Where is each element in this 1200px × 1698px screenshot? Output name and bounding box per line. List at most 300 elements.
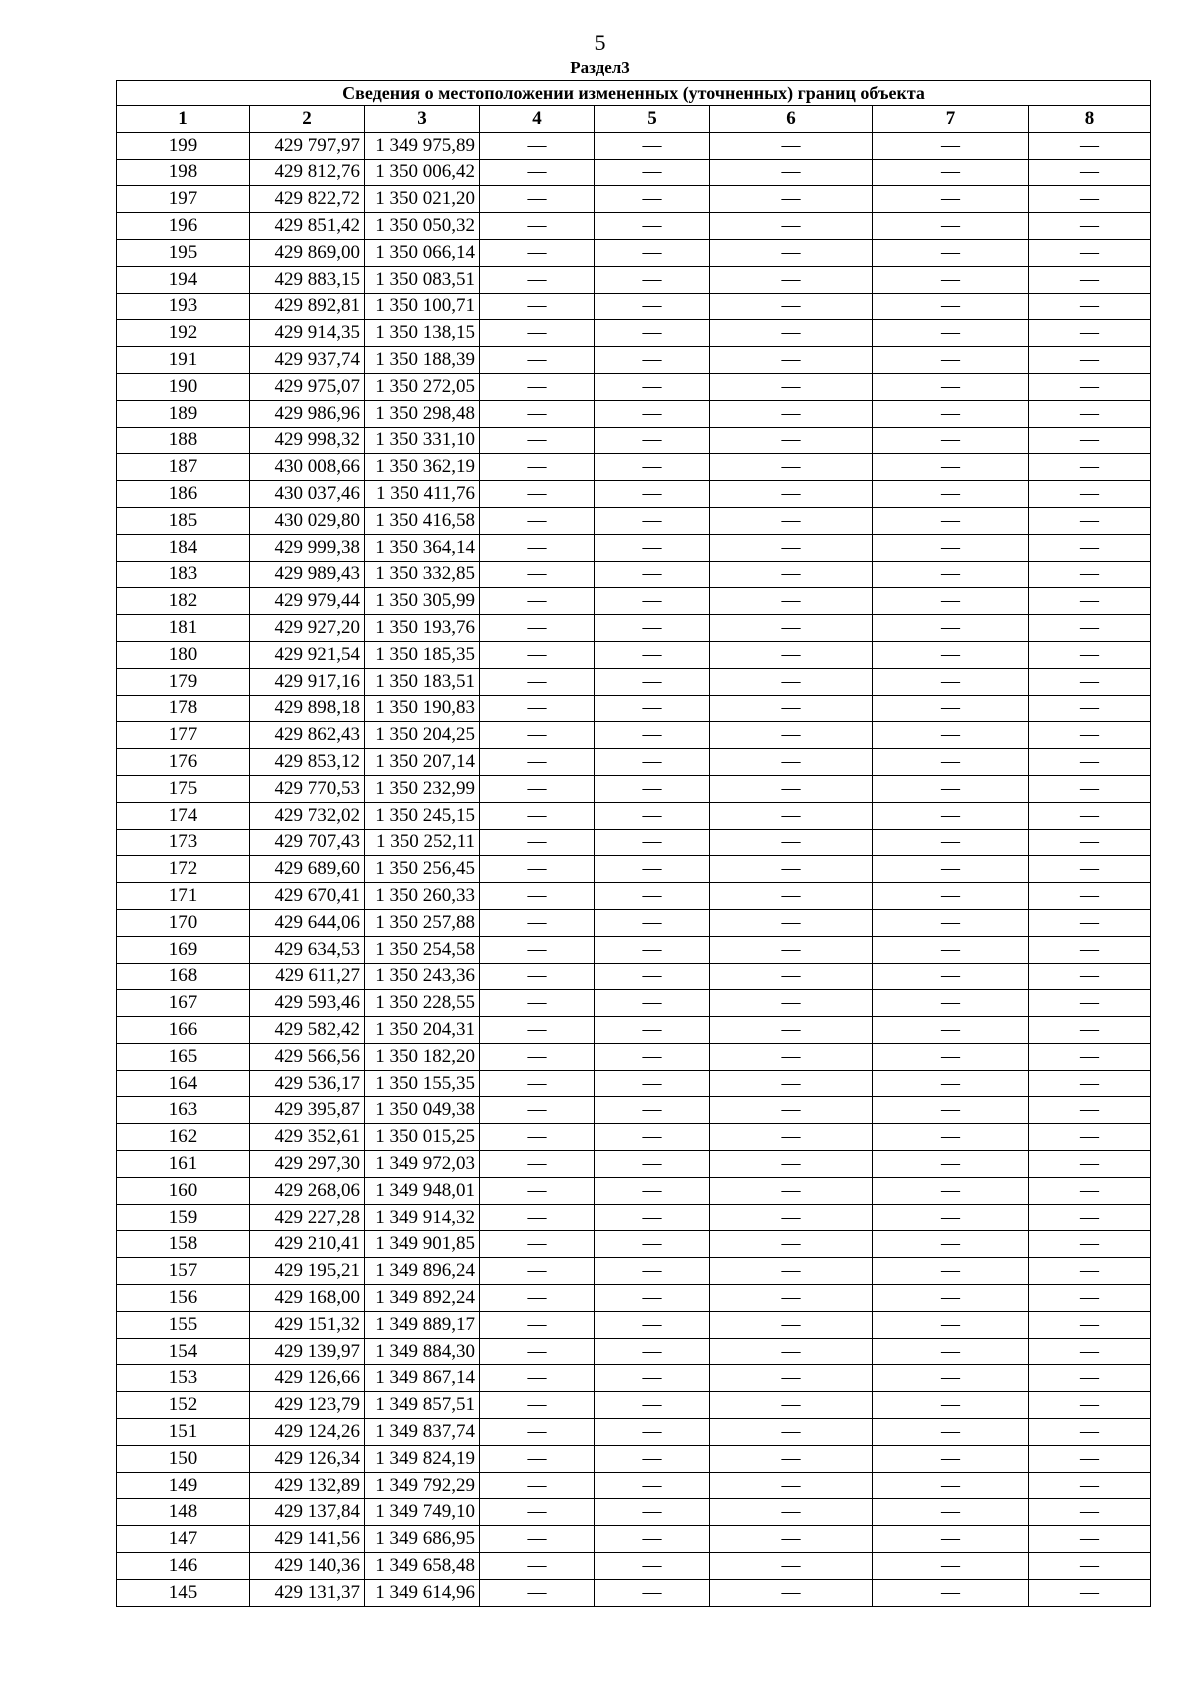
empty-dash-cell: — [595,722,710,749]
x-coordinate-cell: 429 986,96 [250,400,365,427]
empty-dash-cell: — [1029,159,1151,186]
table-row [117,1124,1151,1151]
empty-dash-cell: — [480,320,595,347]
empty-dash-cell: — [480,1499,595,1526]
x-coordinate-cell: 429 268,06 [250,1177,365,1204]
empty-dash-cell: — [710,856,873,883]
empty-dash-cell: — [710,534,873,561]
empty-dash-cell: — [595,1231,710,1258]
x-coordinate-cell: 429 131,37 [250,1579,365,1606]
empty-dash-cell: — [873,1151,1029,1178]
table-row [117,1017,1151,1044]
empty-dash-cell: — [1029,963,1151,990]
x-coordinate-cell: 429 139,97 [250,1338,365,1365]
empty-dash-cell: — [595,829,710,856]
x-coordinate-cell: 429 869,00 [250,239,365,266]
empty-dash-cell: — [595,1499,710,1526]
empty-dash-cell: — [1029,936,1151,963]
x-coordinate-cell: 429 989,43 [250,561,365,588]
empty-dash-cell: — [710,561,873,588]
point-number-cell: 178 [117,695,250,722]
y-coordinate-cell: 1 350 006,42 [365,159,480,186]
y-coordinate-cell: 1 350 190,83 [365,695,480,722]
point-number-cell: 187 [117,454,250,481]
table-row [117,1392,1151,1419]
table-row [117,802,1151,829]
empty-dash-cell: — [595,909,710,936]
empty-dash-cell: — [873,1472,1029,1499]
table-row [117,963,1151,990]
empty-dash-cell: — [1029,829,1151,856]
empty-dash-cell: — [710,722,873,749]
x-coordinate-cell: 429 892,81 [250,293,365,320]
point-number-cell: 188 [117,427,250,454]
table-row [117,1097,1151,1124]
y-coordinate-cell: 1 350 050,32 [365,213,480,240]
table-row [117,1177,1151,1204]
empty-dash-cell: — [710,320,873,347]
column-header-3: 3 [365,106,480,133]
x-coordinate-cell: 429 227,28 [250,1204,365,1231]
point-number-cell: 175 [117,775,250,802]
empty-dash-cell: — [873,561,1029,588]
x-coordinate-cell: 429 707,43 [250,829,365,856]
empty-dash-cell: — [710,481,873,508]
column-header-6: 6 [710,106,873,133]
y-coordinate-cell: 1 350 185,35 [365,641,480,668]
y-coordinate-cell: 1 349 749,10 [365,1499,480,1526]
empty-dash-cell: — [595,936,710,963]
empty-dash-cell: — [595,802,710,829]
empty-dash-cell: — [1029,1365,1151,1392]
empty-dash-cell: — [595,347,710,374]
empty-dash-cell: — [1029,534,1151,561]
empty-dash-cell: — [595,132,710,159]
empty-dash-cell: — [480,802,595,829]
point-number-cell: 165 [117,1043,250,1070]
empty-dash-cell: — [1029,1258,1151,1285]
empty-dash-cell: — [710,1499,873,1526]
empty-dash-cell: — [873,1499,1029,1526]
table-row [117,1070,1151,1097]
empty-dash-cell: — [595,534,710,561]
empty-dash-cell: — [710,427,873,454]
empty-dash-cell: — [710,1017,873,1044]
point-number-cell: 146 [117,1553,250,1580]
empty-dash-cell: — [595,373,710,400]
empty-dash-cell: — [480,373,595,400]
y-coordinate-cell: 1 349 837,74 [365,1419,480,1446]
empty-dash-cell: — [480,1285,595,1312]
point-number-cell: 148 [117,1499,250,1526]
x-coordinate-cell: 429 797,97 [250,132,365,159]
y-coordinate-cell: 1 349 972,03 [365,1151,480,1178]
empty-dash-cell: — [710,159,873,186]
empty-dash-cell: — [595,159,710,186]
table-row [117,1579,1151,1606]
empty-dash-cell: — [710,668,873,695]
empty-dash-cell: — [1029,481,1151,508]
x-coordinate-cell: 430 008,66 [250,454,365,481]
empty-dash-cell: — [595,641,710,668]
empty-dash-cell: — [710,373,873,400]
coordinates-table [116,80,1151,1607]
table-row [117,615,1151,642]
empty-dash-cell: — [480,132,595,159]
empty-dash-cell: — [480,1579,595,1606]
empty-dash-cell: — [595,1097,710,1124]
point-number-cell: 153 [117,1365,250,1392]
x-coordinate-cell: 429 979,44 [250,588,365,615]
point-number-cell: 160 [117,1177,250,1204]
empty-dash-cell: — [873,722,1029,749]
empty-dash-cell: — [710,749,873,776]
empty-dash-cell: — [873,1445,1029,1472]
point-number-cell: 180 [117,641,250,668]
empty-dash-cell: — [873,266,1029,293]
y-coordinate-cell: 1 350 083,51 [365,266,480,293]
empty-dash-cell: — [480,1392,595,1419]
table-row [117,1553,1151,1580]
empty-dash-cell: — [595,668,710,695]
empty-dash-cell: — [873,615,1029,642]
empty-dash-cell: — [873,1177,1029,1204]
x-coordinate-cell: 429 141,56 [250,1526,365,1553]
empty-dash-cell: — [595,1419,710,1446]
empty-dash-cell: — [480,1258,595,1285]
empty-dash-cell: — [710,454,873,481]
empty-dash-cell: — [595,1070,710,1097]
empty-dash-cell: — [873,749,1029,776]
y-coordinate-cell: 1 349 948,01 [365,1177,480,1204]
empty-dash-cell: — [1029,454,1151,481]
table-row [117,668,1151,695]
empty-dash-cell: — [873,1124,1029,1151]
point-number-cell: 177 [117,722,250,749]
column-header-4: 4 [480,106,595,133]
empty-dash-cell: — [710,266,873,293]
empty-dash-cell: — [1029,1204,1151,1231]
point-number-cell: 195 [117,239,250,266]
empty-dash-cell: — [710,400,873,427]
empty-dash-cell: — [1029,1499,1151,1526]
empty-dash-cell: — [595,990,710,1017]
table-row [117,1204,1151,1231]
point-number-cell: 174 [117,802,250,829]
point-number-cell: 183 [117,561,250,588]
empty-dash-cell: — [480,668,595,695]
empty-dash-cell: — [873,1231,1029,1258]
empty-dash-cell: — [710,213,873,240]
table-row [117,1338,1151,1365]
x-coordinate-cell: 429 536,17 [250,1070,365,1097]
y-coordinate-cell: 1 350 183,51 [365,668,480,695]
empty-dash-cell: — [595,775,710,802]
table-row [117,1499,1151,1526]
table-row [117,400,1151,427]
empty-dash-cell: — [480,1365,595,1392]
y-coordinate-cell: 1 349 686,95 [365,1526,480,1553]
point-number-cell: 159 [117,1204,250,1231]
empty-dash-cell: — [1029,293,1151,320]
empty-dash-cell: — [1029,615,1151,642]
empty-dash-cell: — [480,427,595,454]
empty-dash-cell: — [710,990,873,1017]
table-caption-row [117,81,1151,106]
point-number-cell: 189 [117,400,250,427]
empty-dash-cell: — [1029,1285,1151,1312]
table-row [117,239,1151,266]
empty-dash-cell: — [873,1097,1029,1124]
y-coordinate-cell: 1 350 204,25 [365,722,480,749]
empty-dash-cell: — [710,132,873,159]
empty-dash-cell: — [1029,802,1151,829]
point-number-cell: 170 [117,909,250,936]
empty-dash-cell: — [710,1338,873,1365]
empty-dash-cell: — [710,775,873,802]
table-row [117,373,1151,400]
empty-dash-cell: — [595,615,710,642]
x-coordinate-cell: 429 151,32 [250,1311,365,1338]
empty-dash-cell: — [710,1285,873,1312]
empty-dash-cell: — [710,347,873,374]
column-header-8: 8 [1029,106,1151,133]
empty-dash-cell: — [1029,1070,1151,1097]
empty-dash-cell: — [1029,1124,1151,1151]
x-coordinate-cell: 429 126,66 [250,1365,365,1392]
empty-dash-cell: — [1029,266,1151,293]
empty-dash-cell: — [710,615,873,642]
x-coordinate-cell: 429 927,20 [250,615,365,642]
table-row [117,1285,1151,1312]
x-coordinate-cell: 429 975,07 [250,373,365,400]
empty-dash-cell: — [710,641,873,668]
empty-dash-cell: — [595,1365,710,1392]
empty-dash-cell: — [595,239,710,266]
x-coordinate-cell: 429 689,60 [250,856,365,883]
point-number-cell: 185 [117,507,250,534]
empty-dash-cell: — [595,963,710,990]
y-coordinate-cell: 1 350 245,15 [365,802,480,829]
empty-dash-cell: — [873,320,1029,347]
empty-dash-cell: — [595,1177,710,1204]
table-row [117,695,1151,722]
y-coordinate-cell: 1 350 066,14 [365,239,480,266]
y-coordinate-cell: 1 349 896,24 [365,1258,480,1285]
empty-dash-cell: — [480,775,595,802]
x-coordinate-cell: 429 999,38 [250,534,365,561]
empty-dash-cell: — [710,1419,873,1446]
x-coordinate-cell: 429 851,42 [250,213,365,240]
empty-dash-cell: — [873,588,1029,615]
empty-dash-cell: — [1029,561,1151,588]
empty-dash-cell: — [873,1258,1029,1285]
y-coordinate-cell: 1 350 305,99 [365,588,480,615]
point-number-cell: 191 [117,347,250,374]
empty-dash-cell: — [595,454,710,481]
empty-dash-cell: — [480,1151,595,1178]
empty-dash-cell: — [595,588,710,615]
empty-dash-cell: — [1029,695,1151,722]
x-coordinate-cell: 429 937,74 [250,347,365,374]
y-coordinate-cell: 1 350 272,05 [365,373,480,400]
empty-dash-cell: — [1029,990,1151,1017]
empty-dash-cell: — [710,883,873,910]
x-coordinate-cell: 429 822,72 [250,186,365,213]
table-row [117,427,1151,454]
table-row [117,1311,1151,1338]
empty-dash-cell: — [595,266,710,293]
empty-dash-cell: — [1029,1017,1151,1044]
y-coordinate-cell: 1 349 867,14 [365,1365,480,1392]
point-number-cell: 176 [117,749,250,776]
empty-dash-cell: — [710,186,873,213]
table-row [117,829,1151,856]
y-coordinate-cell: 1 350 252,11 [365,829,480,856]
empty-dash-cell: — [480,1097,595,1124]
empty-dash-cell: — [710,695,873,722]
x-coordinate-cell: 429 566,56 [250,1043,365,1070]
empty-dash-cell: — [873,1204,1029,1231]
empty-dash-cell: — [595,1204,710,1231]
table-body [117,132,1151,1606]
y-coordinate-cell: 1 350 332,85 [365,561,480,588]
empty-dash-cell: — [480,347,595,374]
empty-dash-cell: — [480,1311,595,1338]
x-coordinate-cell: 430 037,46 [250,481,365,508]
x-coordinate-cell: 429 998,32 [250,427,365,454]
empty-dash-cell: — [480,695,595,722]
empty-dash-cell: — [1029,749,1151,776]
table-row [117,909,1151,936]
empty-dash-cell: — [1029,1151,1151,1178]
point-number-cell: 190 [117,373,250,400]
empty-dash-cell: — [480,883,595,910]
y-coordinate-cell: 1 349 658,48 [365,1553,480,1580]
table-row [117,213,1151,240]
table-row [117,1365,1151,1392]
empty-dash-cell: — [1029,1043,1151,1070]
empty-dash-cell: — [710,963,873,990]
empty-dash-cell: — [710,1124,873,1151]
table-row [117,1445,1151,1472]
x-coordinate-cell: 429 126,34 [250,1445,365,1472]
empty-dash-cell: — [595,400,710,427]
empty-dash-cell: — [480,213,595,240]
table-row [117,1258,1151,1285]
x-coordinate-cell: 429 770,53 [250,775,365,802]
empty-dash-cell: — [595,186,710,213]
empty-dash-cell: — [873,936,1029,963]
section-title: Раздел3 [570,58,630,77]
x-coordinate-cell: 429 883,15 [250,266,365,293]
point-number-cell: 158 [117,1231,250,1258]
empty-dash-cell: — [710,1526,873,1553]
empty-dash-cell: — [480,1017,595,1044]
point-number-cell: 156 [117,1285,250,1312]
empty-dash-cell: — [710,1579,873,1606]
x-coordinate-cell: 429 168,00 [250,1285,365,1312]
empty-dash-cell: — [1029,775,1151,802]
empty-dash-cell: — [1029,1311,1151,1338]
empty-dash-cell: — [873,990,1029,1017]
empty-dash-cell: — [873,481,1029,508]
empty-dash-cell: — [710,1204,873,1231]
empty-dash-cell: — [480,1472,595,1499]
empty-dash-cell: — [595,293,710,320]
empty-dash-cell: — [710,1445,873,1472]
column-header-5: 5 [595,106,710,133]
empty-dash-cell: — [873,1043,1029,1070]
y-coordinate-cell: 1 349 914,32 [365,1204,480,1231]
empty-dash-cell: — [480,1043,595,1070]
y-coordinate-cell: 1 349 614,96 [365,1579,480,1606]
empty-dash-cell: — [595,561,710,588]
point-number-cell: 155 [117,1311,250,1338]
y-coordinate-cell: 1 350 021,20 [365,186,480,213]
empty-dash-cell: — [595,320,710,347]
point-number-cell: 161 [117,1151,250,1178]
table-row [117,641,1151,668]
table-row [117,132,1151,159]
empty-dash-cell: — [873,1070,1029,1097]
empty-dash-cell: — [1029,883,1151,910]
empty-dash-cell: — [480,534,595,561]
empty-dash-cell: — [595,507,710,534]
table-row [117,1526,1151,1553]
empty-dash-cell: — [873,909,1029,936]
empty-dash-cell: — [480,1124,595,1151]
point-number-cell: 171 [117,883,250,910]
y-coordinate-cell: 1 350 188,39 [365,347,480,374]
table-row [117,1472,1151,1499]
point-number-cell: 173 [117,829,250,856]
point-number-cell: 197 [117,186,250,213]
empty-dash-cell: — [873,534,1029,561]
x-coordinate-cell: 429 140,36 [250,1553,365,1580]
x-coordinate-cell: 429 210,41 [250,1231,365,1258]
empty-dash-cell: — [1029,1392,1151,1419]
empty-dash-cell: — [1029,1419,1151,1446]
empty-dash-cell: — [480,1177,595,1204]
page-number: 5 [594,30,606,55]
empty-dash-cell: — [1029,320,1151,347]
point-number-cell: 157 [117,1258,250,1285]
x-coordinate-cell: 429 644,06 [250,909,365,936]
y-coordinate-cell: 1 350 260,33 [365,883,480,910]
x-coordinate-cell: 429 123,79 [250,1392,365,1419]
table-row [117,266,1151,293]
table-row [117,1231,1151,1258]
y-coordinate-cell: 1 350 256,45 [365,856,480,883]
empty-dash-cell: — [873,373,1029,400]
y-coordinate-cell: 1 350 155,35 [365,1070,480,1097]
table-row [117,1151,1151,1178]
y-coordinate-cell: 1 349 857,51 [365,1392,480,1419]
x-coordinate-cell: 429 917,16 [250,668,365,695]
column-header-7: 7 [873,106,1029,133]
table-row [117,561,1151,588]
x-coordinate-cell: 429 297,30 [250,1151,365,1178]
x-coordinate-cell: 429 634,53 [250,936,365,963]
y-coordinate-cell: 1 350 243,36 [365,963,480,990]
empty-dash-cell: — [873,1392,1029,1419]
y-coordinate-cell: 1 350 232,99 [365,775,480,802]
y-coordinate-cell: 1 350 257,88 [365,909,480,936]
column-number-row [117,106,1151,133]
empty-dash-cell: — [480,186,595,213]
empty-dash-cell: — [595,481,710,508]
